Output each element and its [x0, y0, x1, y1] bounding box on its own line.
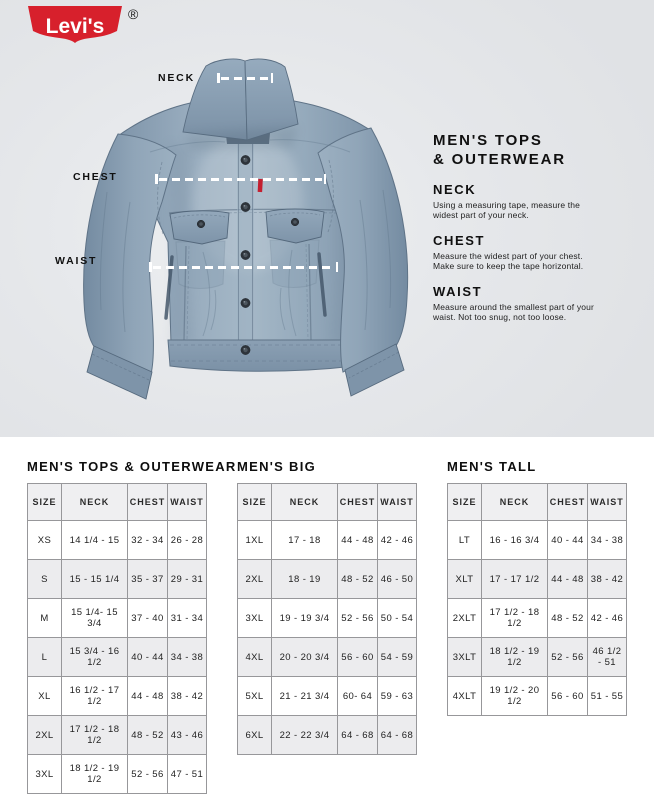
- table-cell: 3XLT: [448, 638, 482, 677]
- table-cell: 46 1/2 - 51: [588, 638, 627, 677]
- table-cell: 37 - 40: [128, 599, 168, 638]
- levis-batwing-icon: [27, 6, 123, 48]
- info-section-neck: [433, 182, 649, 220]
- table-cell: S: [28, 560, 62, 599]
- jacket-image: [55, 52, 435, 412]
- info-title-line1: MEN'S TOPS: [433, 132, 543, 149]
- table-row: [28, 521, 207, 560]
- table-cell: 38 - 42: [588, 560, 627, 599]
- table-cell: 16 - 16 3/4: [482, 521, 548, 560]
- table-cell: 17 - 18: [272, 521, 338, 560]
- table-title: MEN'S BIG: [237, 459, 317, 474]
- size-table-tall: [447, 459, 627, 716]
- table-cell: 44 - 48: [338, 521, 378, 560]
- table-cell: 4XL: [238, 638, 272, 677]
- table-header-cell: WAIST: [168, 484, 207, 521]
- table-cell: 3XL: [28, 755, 62, 794]
- table-cell: 52 - 56: [128, 755, 168, 794]
- measure-tick: [149, 262, 152, 272]
- info-section-chest: [433, 233, 649, 271]
- table-cell: 15 1/4- 15 3/4: [62, 599, 128, 638]
- table-title: MEN'S TALL: [447, 459, 537, 474]
- table-cell: 17 - 17 1/2: [482, 560, 548, 599]
- table-row: [238, 560, 417, 599]
- table-cell: 56 - 60: [338, 638, 378, 677]
- table-header-cell: WAIST: [588, 484, 627, 521]
- size-table-tops-outerwear: [27, 459, 237, 794]
- table-cell: 46 - 50: [378, 560, 417, 599]
- table-header-cell: CHEST: [338, 484, 378, 521]
- table-cell: 15 - 15 1/4: [62, 560, 128, 599]
- table-cell: 2XL: [238, 560, 272, 599]
- table-cell: 15 3/4 - 16 1/2: [62, 638, 128, 677]
- table-row: [28, 560, 207, 599]
- table-header-cell: CHEST: [548, 484, 588, 521]
- size-table: [447, 483, 627, 716]
- table-cell: 51 - 55: [588, 677, 627, 716]
- jacket-sleeve-left: [84, 134, 176, 374]
- table-cell: XS: [28, 521, 62, 560]
- table-row: [448, 599, 627, 638]
- waist-label: WAIST: [55, 255, 98, 267]
- chest-measure-line: [155, 174, 326, 184]
- table-cell: 48 - 52: [128, 716, 168, 755]
- table-row: [448, 560, 627, 599]
- table-cell: 43 - 46: [168, 716, 207, 755]
- table-cell: 42 - 46: [378, 521, 417, 560]
- registered-trademark: ®: [128, 6, 139, 22]
- table-cell: L: [28, 638, 62, 677]
- table-cell: 34 - 38: [588, 521, 627, 560]
- table-header-cell: CHEST: [128, 484, 168, 521]
- table-row: [448, 638, 627, 677]
- dashed-line: [221, 77, 269, 80]
- table-header-cell: SIZE: [28, 484, 62, 521]
- table-row: [238, 599, 417, 638]
- levis-logo: [27, 6, 139, 48]
- table-cell: M: [28, 599, 62, 638]
- table-cell: 19 1/2 - 20 1/2: [482, 677, 548, 716]
- table-row: [28, 755, 207, 794]
- info-text: Measure the widest part of your chest. Make sure to keep the tape horizontal.: [433, 251, 584, 271]
- size-table: [237, 483, 417, 755]
- table-header-cell: NECK: [482, 484, 548, 521]
- table-cell: 21 - 21 3/4: [272, 677, 338, 716]
- table-header-row: [448, 484, 627, 521]
- info-title: [433, 131, 649, 169]
- table-cell: 18 1/2 - 19 1/2: [62, 755, 128, 794]
- table-cell: 29 - 31: [168, 560, 207, 599]
- table-row: [28, 677, 207, 716]
- table-cell: 26 - 28: [168, 521, 207, 560]
- measure-tick: [217, 73, 220, 83]
- levis-wordmark: Levi's: [45, 15, 105, 38]
- table-header-row: [238, 484, 417, 521]
- table-row: [238, 638, 417, 677]
- table-cell: 19 - 19 3/4: [272, 599, 338, 638]
- info-text: Measure around the smallest part of your waist. Not too snug, not too loose.: [433, 302, 594, 322]
- table-cell: 2XLT: [448, 599, 482, 638]
- table-title: MEN'S TOPS & OUTERWEAR: [27, 459, 237, 474]
- table-cell: 20 - 20 3/4: [272, 638, 338, 677]
- table-cell: 60- 64: [338, 677, 378, 716]
- size-table-big: [237, 459, 417, 755]
- table-header-cell: SIZE: [448, 484, 482, 521]
- waist-measure-line: [149, 262, 338, 272]
- table-row: [28, 638, 207, 677]
- table-cell: 44 - 48: [128, 677, 168, 716]
- table-cell: 22 - 22 3/4: [272, 716, 338, 755]
- table-cell: 17 1/2 - 18 1/2: [62, 716, 128, 755]
- table-cell: 16 1/2 - 17 1/2: [62, 677, 128, 716]
- table-cell: 6XL: [238, 716, 272, 755]
- table-cell: 38 - 42: [168, 677, 207, 716]
- table-cell: 18 - 19: [272, 560, 338, 599]
- table-cell: 18 1/2 - 19 1/2: [482, 638, 548, 677]
- size-table: [27, 483, 207, 794]
- table-cell: 59 - 63: [378, 677, 417, 716]
- info-heading: NECK: [433, 182, 477, 197]
- table-header-cell: WAIST: [378, 484, 417, 521]
- table-cell: 5XL: [238, 677, 272, 716]
- measure-tick: [155, 174, 158, 184]
- table-cell: 32 - 34: [128, 521, 168, 560]
- table-cell: 3XL: [238, 599, 272, 638]
- info-section-waist: [433, 284, 649, 322]
- table-row: [238, 521, 417, 560]
- jacket-waistband: [168, 340, 357, 371]
- table-cell: 44 - 48: [548, 560, 588, 599]
- info-text: Using a measuring tape, measure the widest part of your neck.: [433, 200, 580, 220]
- table-cell: 40 - 44: [128, 638, 168, 677]
- table-cell: 64 - 68: [378, 716, 417, 755]
- table-header-row: [28, 484, 207, 521]
- table-header-cell: NECK: [62, 484, 128, 521]
- table-row: [238, 716, 417, 755]
- table-cell: 34 - 38: [168, 638, 207, 677]
- info-heading: CHEST: [433, 233, 486, 248]
- table-header-cell: SIZE: [238, 484, 272, 521]
- dashed-line: [159, 178, 322, 181]
- measure-tick: [324, 174, 327, 184]
- info-title-line2: & OUTERWEAR: [433, 151, 566, 168]
- table-cell: 48 - 52: [548, 599, 588, 638]
- neck-label: NECK: [158, 72, 195, 84]
- table-row: [28, 599, 207, 638]
- table-cell: 50 - 54: [378, 599, 417, 638]
- table-cell: 48 - 52: [338, 560, 378, 599]
- table-cell: 54 - 59: [378, 638, 417, 677]
- table-cell: 52 - 56: [338, 599, 378, 638]
- measure-tick: [336, 262, 339, 272]
- table-cell: 2XL: [28, 716, 62, 755]
- table-cell: 1XL: [238, 521, 272, 560]
- table-row: [448, 521, 627, 560]
- table-row: [448, 677, 627, 716]
- neck-measure-line: [217, 73, 273, 83]
- table-cell: LT: [448, 521, 482, 560]
- table-cell: 17 1/2 - 18 1/2: [482, 599, 548, 638]
- table-cell: 40 - 44: [548, 521, 588, 560]
- table-cell: 47 - 51: [168, 755, 207, 794]
- table-row: [238, 677, 417, 716]
- table-cell: 52 - 56: [548, 638, 588, 677]
- table-cell: 31 - 34: [168, 599, 207, 638]
- dashed-line: [153, 266, 334, 269]
- table-cell: 14 1/4 - 15: [62, 521, 128, 560]
- measurement-instructions: [433, 131, 649, 322]
- table-cell: 56 - 60: [548, 677, 588, 716]
- measure-tick: [271, 73, 274, 83]
- table-cell: XLT: [448, 560, 482, 599]
- info-heading: WAIST: [433, 284, 483, 299]
- table-cell: XL: [28, 677, 62, 716]
- chest-label: CHEST: [73, 171, 118, 183]
- table-cell: 64 - 68: [338, 716, 378, 755]
- table-cell: 4XLT: [448, 677, 482, 716]
- jacket-placket: [237, 138, 254, 340]
- table-row: [28, 716, 207, 755]
- table-cell: 35 - 37: [128, 560, 168, 599]
- table-cell: 42 - 46: [588, 599, 627, 638]
- table-header-cell: NECK: [272, 484, 338, 521]
